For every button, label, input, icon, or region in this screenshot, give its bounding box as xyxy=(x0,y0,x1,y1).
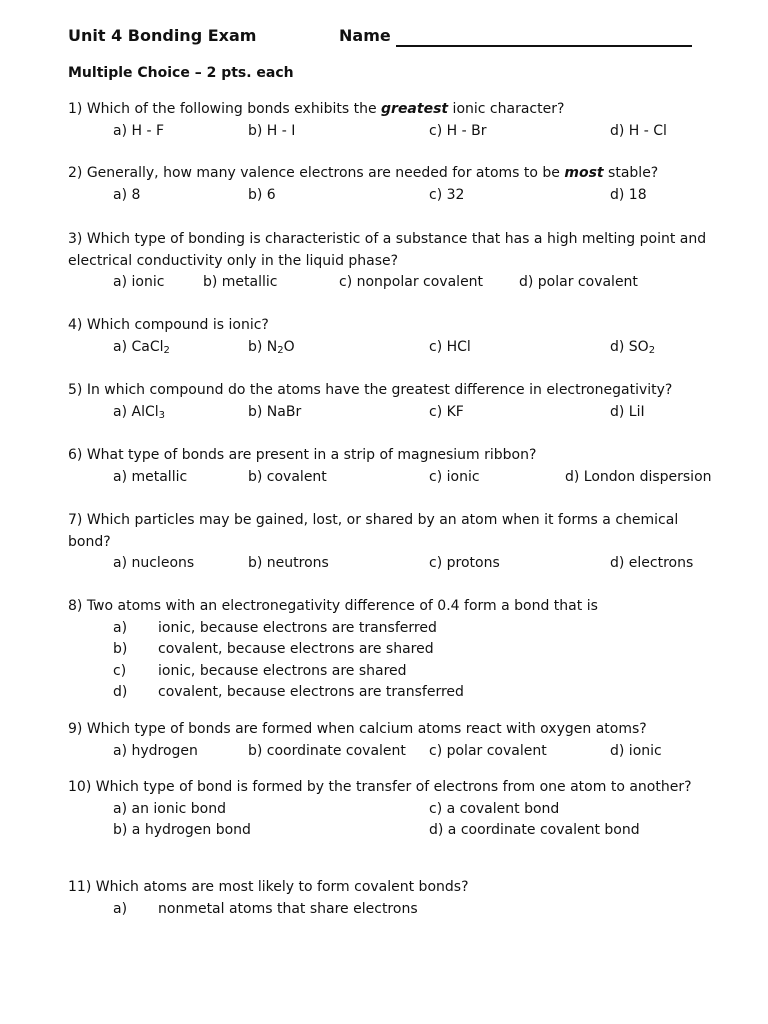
choice-c[interactable]: c) ionic, because electrons are shared xyxy=(113,662,407,679)
choices-row xyxy=(68,799,708,821)
choice-b[interactable]: b) a hydrogen bond xyxy=(113,822,251,838)
choice-c[interactable]: c) a covalent bond xyxy=(429,800,560,817)
choices-row xyxy=(68,121,708,143)
choice-a[interactable]: a) ionic, because electrons are transferred xyxy=(113,619,437,636)
choice-b[interactable]: b) 6 xyxy=(248,186,276,203)
emphasis: most xyxy=(564,165,604,181)
choices-row xyxy=(68,402,708,424)
choice-b[interactable]: b) coordinate covalent xyxy=(248,742,406,759)
choice-b[interactable]: b) covalent, because electrons are shared xyxy=(113,641,434,657)
question-1 xyxy=(68,99,708,142)
choice-a[interactable]: a) nonmetal atoms that share electrons xyxy=(113,900,418,917)
choices-row xyxy=(68,820,708,842)
choice-c[interactable]: c) nonpolar covalent xyxy=(339,274,484,290)
choice-b[interactable]: b) $N_2O$ xyxy=(248,338,295,356)
choice-d[interactable]: d) polar covalent xyxy=(519,274,638,290)
choice-c[interactable]: c) KF xyxy=(429,403,464,420)
choice-d[interactable]: d) $SO_2$ xyxy=(610,338,656,356)
choices-row xyxy=(68,553,708,575)
choice-c[interactable]: c) protons xyxy=(429,555,500,571)
section-title: Multiple Choice – 2 pts. each xyxy=(68,65,294,81)
name-label: Name xyxy=(339,26,391,45)
question-5 xyxy=(68,380,708,423)
question-stem: 1) Which of the following bonds exhibits the greatest ionic character? xyxy=(68,101,565,117)
choice-a[interactable]: a) ionic xyxy=(113,274,165,290)
question-3 xyxy=(68,229,708,294)
choice-c[interactable]: c) 32 xyxy=(429,186,465,203)
question-2 xyxy=(68,163,708,206)
choice-b[interactable]: b) neutrons xyxy=(248,555,329,571)
choices-row xyxy=(68,741,708,763)
exam-title: Unit 4 Bonding Exam xyxy=(68,26,257,45)
choices-list xyxy=(68,618,708,704)
choices-row xyxy=(68,467,712,489)
question-9 xyxy=(68,719,708,762)
choice-c[interactable]: c) H - Br xyxy=(429,122,487,139)
question-stem: 6) What type of bonds are present in a strip of magnesium ribbon? xyxy=(68,447,537,463)
choice-a[interactable]: a) AlCl$_3$ xyxy=(113,403,165,421)
choice-b[interactable]: b) NaBr xyxy=(248,403,302,420)
name-blank-line[interactable] xyxy=(396,45,692,47)
question-6 xyxy=(68,445,712,488)
question-stem: 3) Which type of bonding is characteristic of a substance that has a high melting point and electrical conductivity only in the liquid phase? xyxy=(68,231,707,269)
choice-c[interactable]: c) ionic xyxy=(429,468,480,485)
choice-a[interactable]: a) CaCl$_2$ xyxy=(113,338,170,356)
choice-a[interactable]: a) an ionic bond xyxy=(113,800,226,817)
choice-d[interactable]: d) a coordinate covalent bond xyxy=(429,822,640,838)
choice-c[interactable]: c) polar covalent xyxy=(429,742,547,759)
choice-d[interactable]: d) London dispersion xyxy=(565,468,712,485)
question-stem: 11) Which atoms are most likely to form covalent bonds? xyxy=(68,879,469,895)
choice-a[interactable]: a) metallic xyxy=(113,468,188,485)
choices-row xyxy=(68,272,708,294)
question-stem: 8) Two atoms with an electronegativity difference of 0.4 form a bond that is xyxy=(68,598,598,614)
question-stem: 2) Generally, how many valence electrons are needed for atoms to be most stable? xyxy=(68,165,659,181)
choice-d[interactable]: d) 18 xyxy=(610,186,647,203)
choice-d[interactable]: d) LiI xyxy=(610,403,645,420)
choices-list xyxy=(68,899,708,921)
question-stem: 5) In which compound do the atoms have the greatest difference in electronegativity? xyxy=(68,382,673,398)
choice-a[interactable]: a) H - F xyxy=(113,122,165,139)
question-stem: 7) Which particles may be gained, lost, or shared by an atom when it forms a chemical bond? xyxy=(68,512,679,550)
choice-d[interactable]: d) covalent, because electrons are transferred xyxy=(113,684,464,700)
choice-b[interactable]: b) metallic xyxy=(203,274,278,290)
question-stem: 4) Which compound is ionic? xyxy=(68,317,269,333)
question-11 xyxy=(68,877,708,920)
emphasis: greatest xyxy=(381,101,449,117)
choice-d[interactable]: d) electrons xyxy=(610,555,694,571)
choices-row xyxy=(68,185,708,207)
question-4 xyxy=(68,315,708,358)
question-8 xyxy=(68,596,708,704)
choice-d[interactable]: d) H - Cl xyxy=(610,122,667,139)
choice-c[interactable]: c) HCl xyxy=(429,338,471,355)
question-stem: 9) Which type of bonds are formed when calcium atoms react with oxygen atoms? xyxy=(68,721,647,737)
choice-a[interactable]: a) nucleons xyxy=(113,555,195,571)
choices-row xyxy=(68,337,708,359)
choice-b[interactable]: b) H - I xyxy=(248,122,296,139)
choice-d[interactable]: d) ionic xyxy=(610,742,662,759)
choice-b[interactable]: b) covalent xyxy=(248,468,327,485)
question-7 xyxy=(68,510,708,575)
title-row xyxy=(68,24,708,52)
question-stem: 10) Which type of bond is formed by the transfer of electrons from one atom to another? xyxy=(68,779,692,795)
question-10 xyxy=(68,777,708,842)
choice-a[interactable]: a) 8 xyxy=(113,186,141,203)
choice-a[interactable]: a) hydrogen xyxy=(113,742,198,759)
